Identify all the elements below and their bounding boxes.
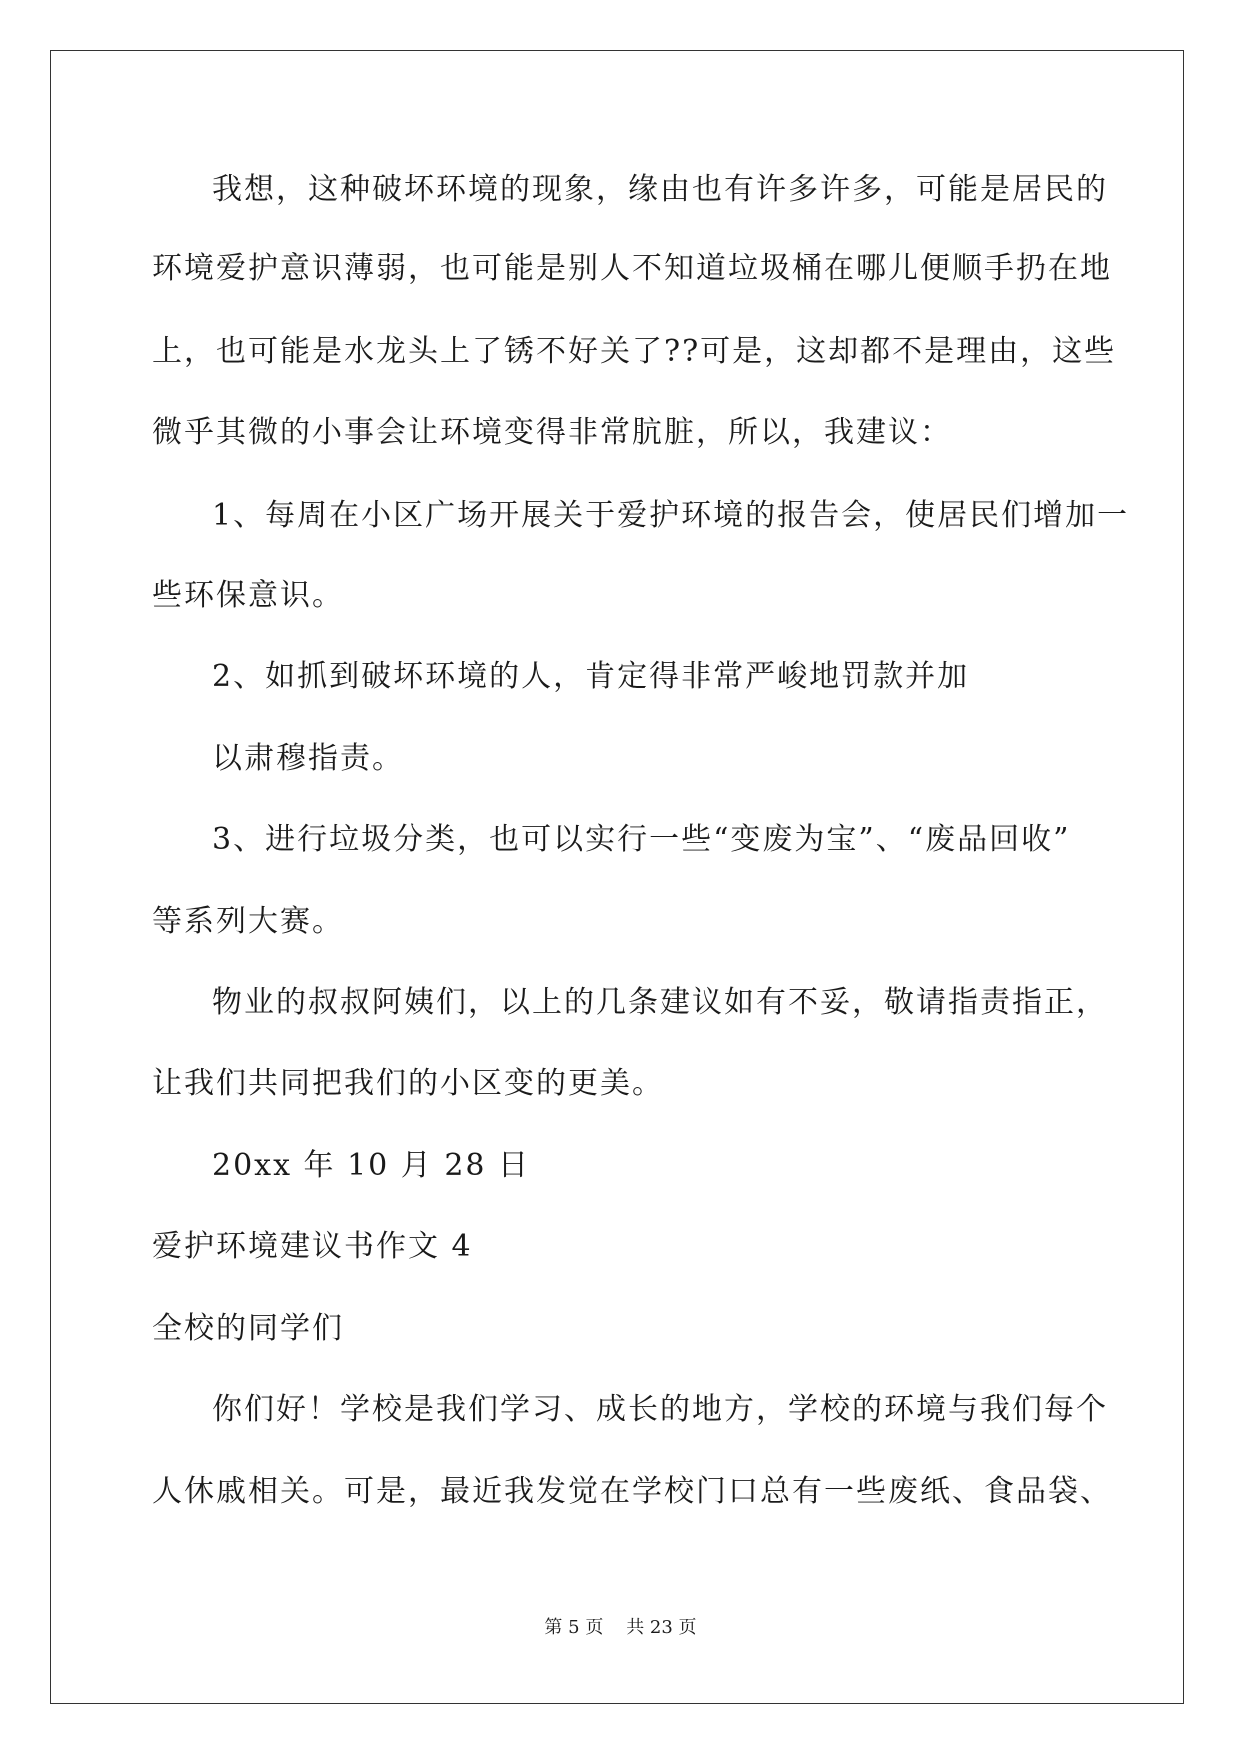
body-line: 以肃穆指责。 (212, 741, 404, 776)
list-item-3: 3、进行垃圾分类，也可以实行一些“变废为宝”、“废品回收” (212, 822, 1071, 857)
body-line: 些环保意识。 (152, 578, 344, 613)
body-line: 我想，这种破坏环境的现象，缘由也有许多许多，可能是居民的 (212, 172, 1108, 207)
body-line: 让我们共同把我们的小区变的更美。 (152, 1066, 664, 1101)
list-item-1: 1、每周在小区广场开展关于爱护环境的报告会，使居民们增加一 (212, 498, 1130, 533)
page-border (50, 50, 1184, 1704)
body-line: 等系列大赛。 (152, 904, 344, 939)
salutation: 全校的同学们 (152, 1311, 344, 1346)
body-line: 物业的叔叔阿姨们，以上的几条建议如有不妥，敬请指责指正， (212, 985, 1108, 1020)
list-item-2: 2、如抓到破坏环境的人，肯定得非常严峻地罚款并加 (212, 659, 970, 694)
body-line: 微乎其微的小事会让环境变得非常肮脏，所以，我建议： (152, 415, 952, 450)
section-title: 爱护环境建议书作文 4 (152, 1229, 473, 1264)
body-line: 环境爱护意识薄弱，也可能是别人不知道垃圾桶在哪儿便顺手扔在地 (152, 251, 1112, 286)
page-number-footer: 第 5 页 共 23 页 (544, 1617, 697, 1638)
body-line: 上，也可能是水龙头上了锈不好关了??可是，这却都不是理由，这些 (152, 334, 1117, 369)
date-line: 20xx 年 10 月 28 日 (212, 1148, 531, 1183)
body-line: 人休戚相关。可是，最近我发觉在学校门口总有一些废纸、食品袋、 (152, 1474, 1112, 1509)
body-line: 你们好！学校是我们学习、成长的地方，学校的环境与我们每个 (212, 1392, 1108, 1427)
